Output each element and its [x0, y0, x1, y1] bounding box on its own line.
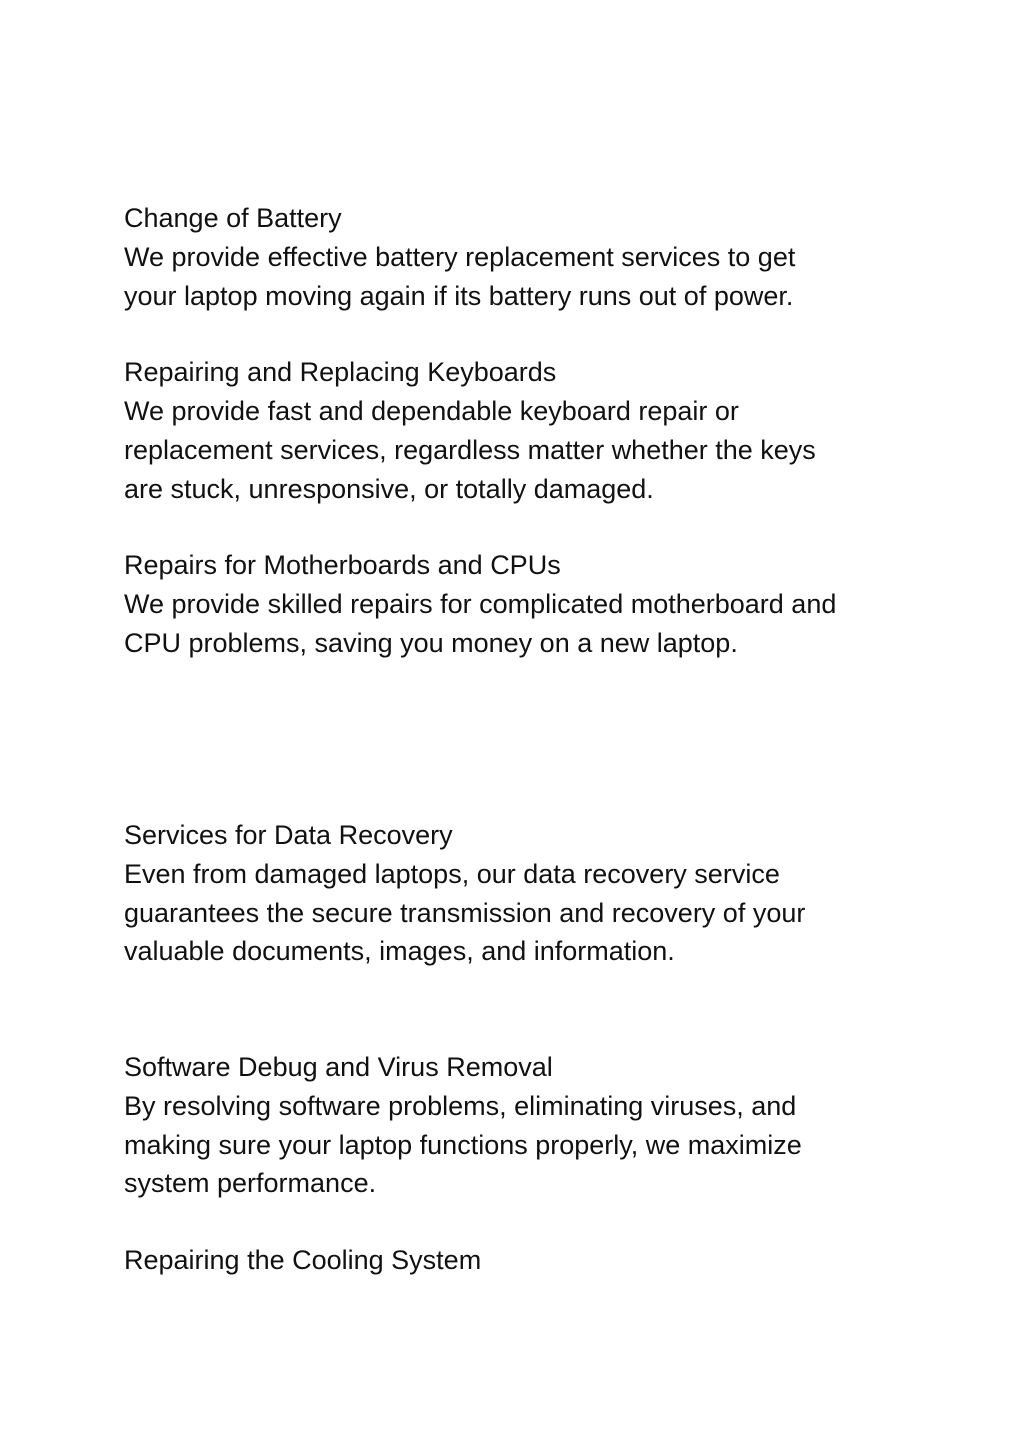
section-text-line: guarantees the secure transmission and recovery of your — [124, 898, 806, 928]
section-heading-battery: Change of Battery — [124, 203, 342, 233]
section-text-line: We provide skilled repairs for complicated motherboard and — [124, 589, 837, 619]
section-heading-data-recovery: Services for Data Recovery — [124, 820, 453, 850]
section-text-line: making sure your laptop functions properly, we maximize — [124, 1130, 802, 1160]
section-text-line: valuable documents, images, and information. — [124, 936, 675, 966]
section-text-line: Even from damaged laptops, our data recovery service — [124, 859, 780, 889]
section-text-line: replacement services, regardless matter whether the keys — [124, 435, 816, 465]
section-text-line: We provide fast and dependable keyboard repair or — [124, 396, 739, 426]
section-heading-cooling-system: Repairing the Cooling System — [124, 1245, 482, 1275]
section-heading-keyboards: Repairing and Replacing Keyboards — [124, 357, 557, 387]
section-text-line: We provide effective battery replacement services to get — [124, 242, 796, 272]
section-text-line: your laptop moving again if its battery runs out of power. — [124, 281, 794, 311]
section-text-line: are stuck, unresponsive, or totally damaged. — [124, 474, 654, 504]
section-text-line: system performance. — [124, 1168, 377, 1198]
section-heading-software-debug: Software Debug and Virus Removal — [124, 1052, 553, 1082]
section-text-line: By resolving software problems, eliminating viruses, and — [124, 1091, 797, 1121]
section-heading-motherboards: Repairs for Motherboards and CPUs — [124, 550, 561, 580]
section-text-line: CPU problems, saving you money on a new laptop. — [124, 628, 738, 658]
